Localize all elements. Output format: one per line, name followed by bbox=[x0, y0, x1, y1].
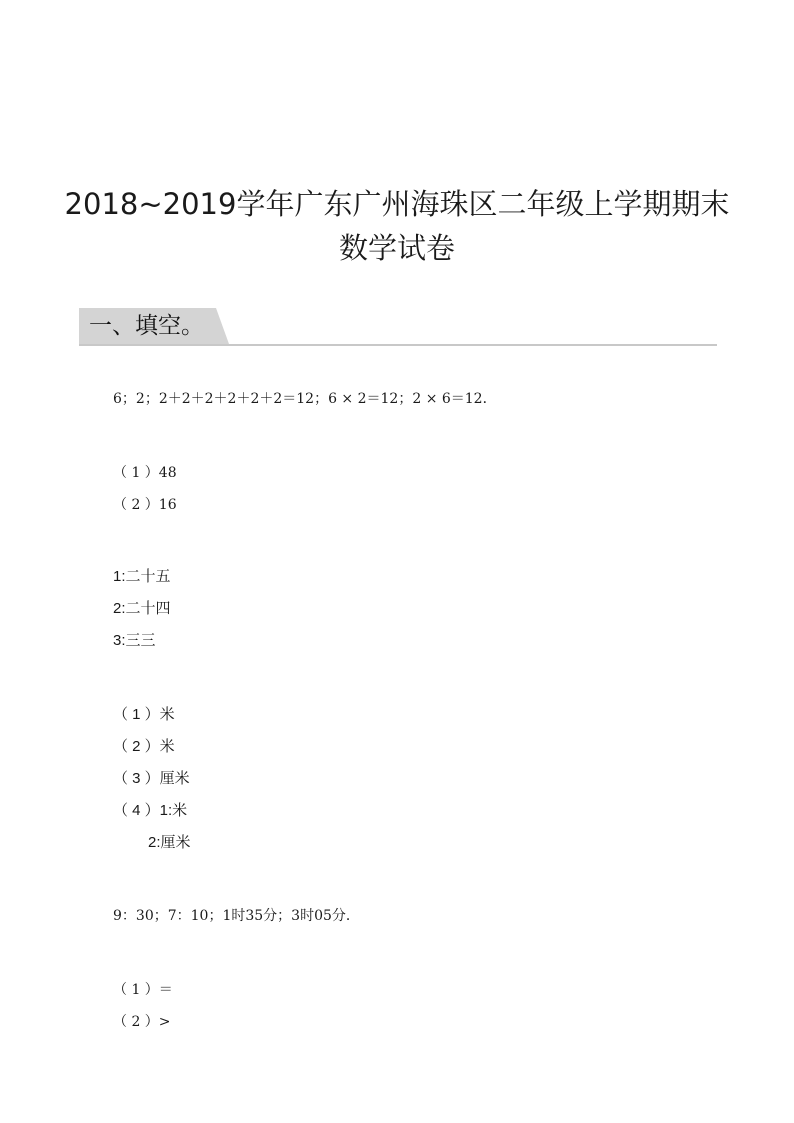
answer-2-2: （ 2 ）16 bbox=[113, 497, 177, 513]
section-divider bbox=[79, 344, 717, 346]
answer-5: 9：30；7：10；1时35分；3时05分． bbox=[113, 908, 360, 924]
document-title-line-2: 数学试卷 bbox=[338, 231, 455, 265]
answer-4-3: （ 3 ）厘米 bbox=[113, 770, 190, 787]
answer-6-2: （ 2 ）> bbox=[113, 1014, 171, 1030]
document-title-line-1: 2018~2019学年广东广州海珠区二年级上学期期末 bbox=[64, 187, 730, 221]
answer-4-4-sub: 2:厘米 bbox=[148, 834, 191, 851]
answer-1: 6；2；2＋2＋2＋2＋2＋2＝12；6 × 2＝12；2 × 6＝12． bbox=[113, 391, 497, 407]
section-header bbox=[79, 308, 717, 346]
section-title: 一、填空。 bbox=[89, 313, 204, 339]
answer-3-3: 3:三三 bbox=[113, 632, 156, 649]
answer-2-1: （ 1 ）48 bbox=[113, 465, 177, 481]
answer-3-2: 2:二十四 bbox=[113, 600, 171, 617]
answer-6-1: （ 1 ）＝ bbox=[113, 982, 173, 998]
answer-4-2: （ 2 ）米 bbox=[113, 738, 175, 755]
answer-4-4: （ 4 ）1:米 bbox=[113, 802, 188, 819]
answer-4-1: （ 1 ）米 bbox=[113, 706, 175, 723]
answer-3-1: 1:二十五 bbox=[113, 568, 171, 585]
